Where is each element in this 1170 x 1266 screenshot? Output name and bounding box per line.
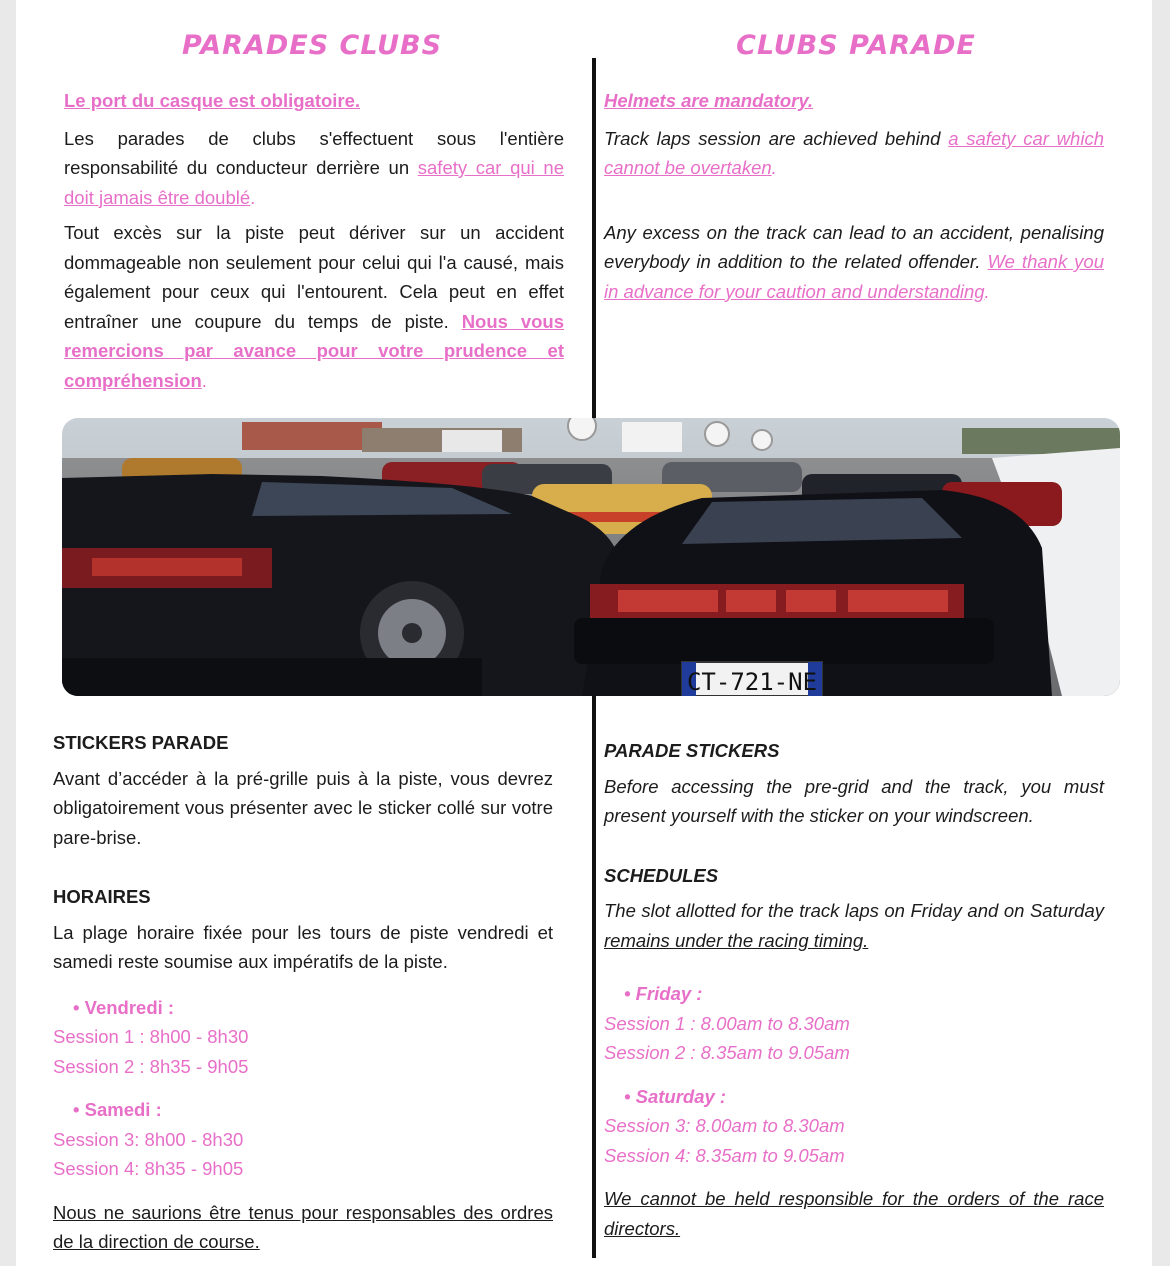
en-thanks-link: We thank you in advance for your caution and understanding — [604, 251, 1105, 302]
fr-disclaimer: Nous ne saurions être tenus pour responsables des ordres de la direction de course. — [53, 1201, 553, 1252]
fr-paragraph-1: Les parades de clubs s'effectuent sous l'entière responsabilité du conducteur derrière un safety car qui ne doit jamais être doublé. — [64, 127, 564, 208]
fr-paragraph-2: Tout excès sur la piste peut dériver sur un accident dommageable non seulement pour celui qui l'a causé, mais également pour ceux qui l'entourent. Cela peut en effet entraîner une coupure du temps de piste. Nous vous remercions par avance pour votre prudence et compréhension. — [64, 222, 564, 391]
en-stickers-heading: PARADE STICKERS — [604, 740, 780, 761]
fr-safety-car-link: safety car qui ne doit jamais être doublé — [64, 157, 564, 208]
en-safety-car-link: a safety car which cannot be overtaken — [604, 127, 1104, 178]
fr-session-2: Session 2 : 8h35 - 9h05 — [53, 1055, 249, 1077]
fr-schedule-text: La plage horaire fixée pour les tours de piste vendredi et samedi reste soumise aux impératifs de la piste. — [53, 921, 553, 972]
fr-session-3: Session 3: 8h00 - 8h30 — [53, 1128, 244, 1150]
fr-stickers-heading: STICKERS PARADE — [53, 732, 229, 753]
en-session-2: Session 2 : 8.35am to 9.05am — [604, 1042, 850, 1063]
en-intro — [604, 86, 1104, 306]
en-schedule-text: The slot allotted for the track laps on Friday and on Saturday remains under the racing timing. — [604, 900, 1104, 951]
fr-intro — [64, 86, 564, 395]
en-title: CLUBS PARADE — [736, 30, 976, 61]
column-divider-top — [592, 58, 596, 418]
column-divider-bottom — [592, 696, 596, 1258]
page — [16, 0, 1152, 1266]
en-day-saturday: • Saturday : — [624, 1085, 727, 1107]
en-disclaimer: We cannot be held responsible for the orders of the race directors. — [604, 1188, 1104, 1239]
parade-cars-photo — [62, 418, 1120, 696]
en-session-3: Session 3: 8.00am to 8.30am — [604, 1115, 845, 1136]
fr-helmet-notice: Le port du casque est obligatoire. — [64, 90, 361, 111]
en-helmet-notice: Helmets are mandatory. — [604, 90, 814, 111]
en-paragraph-1: Track laps session are achieved behind a safety car which cannot be overtaken. — [604, 127, 1104, 178]
fr-schedule-heading: HORAIRES — [53, 886, 151, 907]
en-schedule-heading: SCHEDULES — [604, 864, 719, 886]
en-stickers-text: Before accessing the pre-grid and the track, you must present yourself with the sticker on your windscreen. — [604, 775, 1104, 826]
fr-session-1: Session 1 : 8h00 - 8h30 — [53, 1026, 249, 1047]
en-details — [604, 736, 1104, 1243]
en-day-friday: • Friday : — [624, 983, 703, 1004]
fr-details — [53, 728, 553, 1257]
fr-day-saturday: • Samedi : — [73, 1099, 162, 1120]
en-session-4: Session 4: 8.35am to 9.05am — [604, 1144, 845, 1166]
en-session-1: Session 1 : 8.00am to 8.30am — [604, 1012, 850, 1034]
fr-thanks-link: Nous vous remercions par avance pour votre prudence et compréhension — [64, 310, 564, 391]
fr-stickers-text: Avant d’accéder à la pré-grille puis à la piste, vous devrez obligatoirement vous présenter avec le sticker collé sur votre pare-brise. — [53, 767, 553, 848]
en-paragraph-2: Any excess on the track can lead to an accident, penalising everybody in addition to the related offender. We thank you in advance for your caution and understanding. — [604, 221, 1105, 302]
license-plate-text: CT-721-NE — [686, 668, 818, 696]
fr-title: PARADES CLUBS — [181, 30, 443, 61]
fr-session-4: Session 4: 8h35 - 9h05 — [53, 1158, 244, 1179]
fr-day-friday: • Vendredi : — [73, 996, 175, 1018]
